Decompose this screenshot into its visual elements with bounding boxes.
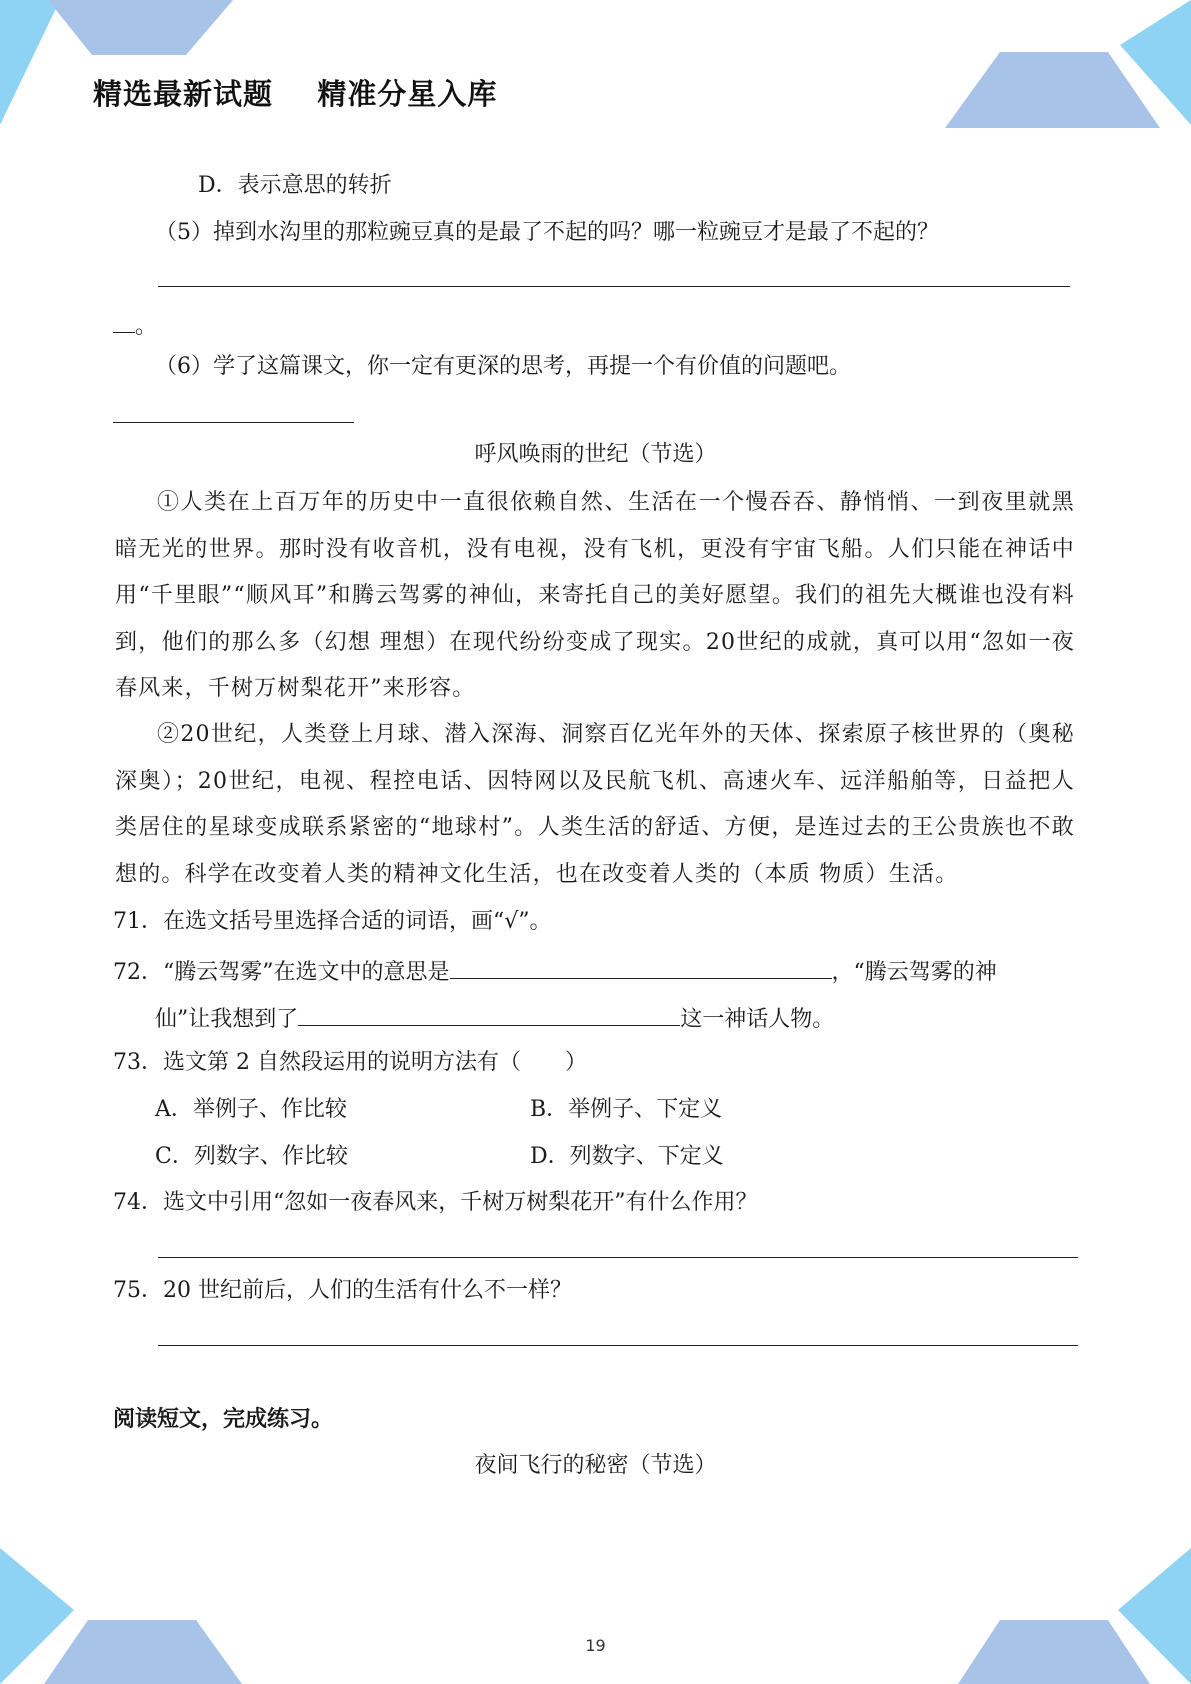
q73-option-c[interactable]: C．列数字、作比较 <box>155 1144 348 1169</box>
answer-blank-72-figure[interactable] <box>298 1001 680 1026</box>
question-72-line2 <box>155 1001 834 1035</box>
q70-option-d: D．表示意思的转折 <box>198 173 392 198</box>
top-left-trapezoid <box>48 0 233 55</box>
top-right-trapezoid <box>945 52 1160 128</box>
bottom-right-triangle <box>1118 1548 1191 1684</box>
question-72-text-a: 72．“腾云驾雾”在选文中的意思是 <box>113 960 450 985</box>
q70-sub6: （6）学了这篇课文，你一定有更深的思考，再提一个有价值的问题吧。 <box>155 354 851 379</box>
answer-blank-72-meaning[interactable] <box>450 954 832 979</box>
answer-line-74[interactable] <box>158 1257 1078 1258</box>
question-75: 75．20 世纪前后，人们的生活有什么不一样？ <box>113 1278 572 1303</box>
answer-line-sub5[interactable] <box>158 286 1070 287</box>
passage2-title: 夜间飞行的秘密（节选） <box>474 1453 717 1478</box>
question-74: 74．选文中引用“忽如一夜春风来，千树万树梨花开”有什么作用？ <box>113 1190 758 1215</box>
question-72-text-c: 仙”让我想到了 <box>155 1007 299 1032</box>
answer-line-sub5-tail[interactable] <box>113 308 135 333</box>
header-title: 精选最新试题 精准分星入库 <box>93 77 498 111</box>
q70-sub5: （5）掉到水沟里的那粒豌豆真的是最了不起的吗？哪一粒豌豆才是最了不起的？ <box>155 220 939 245</box>
question-72-line1 <box>113 954 997 988</box>
answer-line-sub6[interactable] <box>113 422 354 423</box>
question-71: 71．在选文括号里选择合适的词语，画“√”。 <box>113 909 552 934</box>
q73-option-b[interactable]: B．举例子、下定义 <box>530 1097 723 1122</box>
passage1-paragraph-2: ②20世纪，人类登上月球、潜入深海、洞察百亿光年外的天体、探索原子核世界的（奥秘 深奥）；20世纪，电视、程控电话、因特网以及民航飞机、高速火车、远洋船舶等，日益把人类居住的星球变成联系紧密的“地球村”。人类生活的舒适、方便，是连过去的王公贵族也不敢想的。科学在改变着人类的精神文化生活，也在改变着人类的（本质 物质）生活。 <box>115 722 1075 887</box>
question-72-text-d: 这一神话人物。 <box>680 1007 835 1032</box>
section2-instruction: 阅读短文，完成练习。 <box>113 1407 334 1432</box>
q73-option-d[interactable]: D．列数字、下定义 <box>530 1144 724 1169</box>
sub5-tail-text: 。 <box>135 314 158 339</box>
sub5-tail <box>113 308 157 342</box>
passage1-title: 呼风唤雨的世纪（节选） <box>474 442 717 467</box>
top-right-triangle <box>1120 0 1191 125</box>
page-number: 19 <box>585 1636 606 1655</box>
question-72-text-b: ，“腾云驾雾的神 <box>831 960 997 985</box>
top-left-triangle <box>0 0 60 125</box>
answer-line-75[interactable] <box>158 1345 1078 1346</box>
q73-option-a[interactable]: A．举例子、作比较 <box>155 1097 347 1122</box>
question-73: 73．选文第 2 自然段运用的说明方法有（ ） <box>113 1050 587 1075</box>
passage1-paragraph-1: ①人类在上百万年的历史中一直很依赖自然、生活在一个慢吞吞、静悄悄、一到夜里就黑暗无光的世界。那时没有收音机，没有电视，没有飞机，更没有宇宙飞船。人们只能在神话中用“千里眼”“顺风耳”和腾云驾雾的神仙，来寄托自己的美好愿望。我们的祖先大概谁也没有料到，他们的那么多（幻想 理想）在现代纷纷变成了现实。20世纪的成就，真可以用“忽如一夜春风来，千树万树梨花开”来形容。 <box>115 490 1075 701</box>
bottom-left-triangle <box>0 1548 74 1684</box>
